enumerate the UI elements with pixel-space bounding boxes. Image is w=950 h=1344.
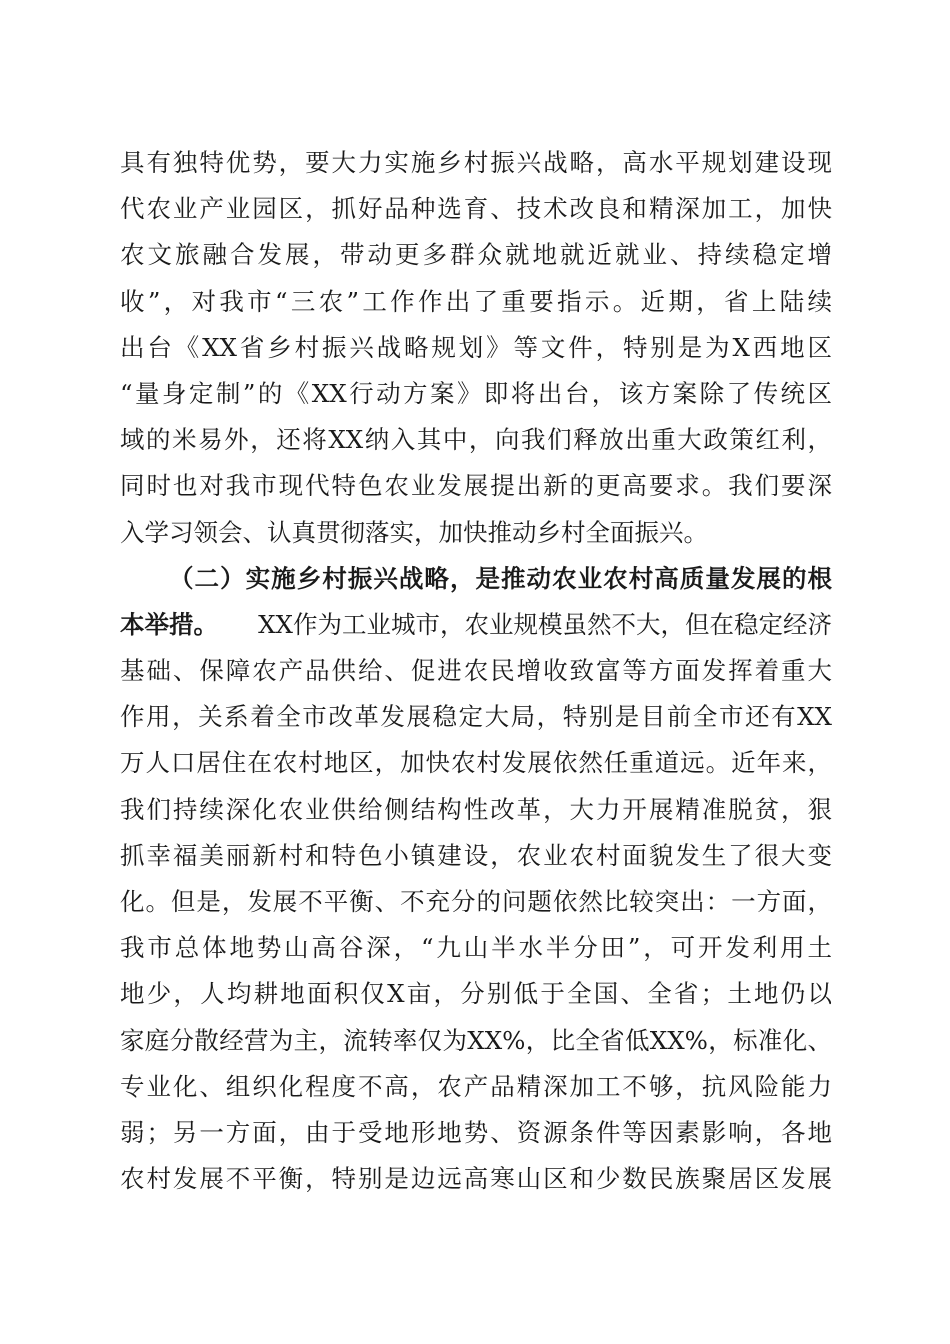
text-line: 域的米易外，还将XX纳入其中，向我们释放出重大政策红利， xyxy=(120,425,832,455)
text-line: 出台《XX省乡村振兴战略规划》等文件，特别是为X西地区 xyxy=(120,332,832,362)
document-body xyxy=(120,140,832,1202)
text-line: 代农业产业园区，抓好品种选育、技术改良和精深加工，加快 xyxy=(120,194,832,224)
text-line: 弱；另一方面，由于受地形地势、资源条件等因素影响，各地 xyxy=(120,1117,832,1147)
text-line: 同时也对我市现代特色农业发展提出新的更高要求。我们要深 xyxy=(120,471,832,501)
text-line: “量身定制”的《XX行动方案》即将出台，该方案除了传统区 xyxy=(120,378,832,408)
text-line: 万人口居住在农村地区，加快农村发展依然任重道远。近年来， xyxy=(120,748,832,778)
text-line: 收”，对我市“三农”工作作出了重要指示。近期，省上陆续 xyxy=(120,286,832,316)
text-line: 地少，人均耕地面积仅X亩，分别低于全国、全省；土地仍以 xyxy=(120,979,832,1009)
section-heading-end: 本举措。 xyxy=(120,609,218,639)
text-line: 入学习领会、认真贯彻落实，加快推动乡村全面振兴。 xyxy=(120,517,708,547)
text-line: 家庭分散经营为主，流转率仅为XX%，比全省低XX%，标准化、 xyxy=(120,1025,832,1055)
text-line: 我们持续深化农业供给侧结构性改革，大力开展精准脱贫，狠 xyxy=(120,794,832,824)
text-line xyxy=(120,602,832,648)
text-line: 我市总体地势山高谷深，“九山半水半分田”，可开发利用土 xyxy=(120,933,832,963)
paragraph-1 xyxy=(120,140,832,556)
text-line: 具有独特优势，要大力实施乡村振兴战略，高水平规划建设现 xyxy=(120,148,832,177)
section-heading: （二）实施乡村振兴战略，是推动农业农村高质量发展的根 xyxy=(169,563,832,593)
text-line: 作用，关系着全市改革发展稳定大局，特别是目前全市还有XX xyxy=(120,702,832,732)
text-line: 抓幸福美丽新村和特色小镇建设，农业农村面貌发生了很大变 xyxy=(120,840,832,870)
text-line: 农村发展不平衡，特别是边远高寒山区和少数民族聚居区发展 xyxy=(120,1164,832,1194)
text-span: XX作为工业城市，农业规模虽然不大，但在稳定经济 xyxy=(258,609,832,639)
text-line: 基础、保障农产品供给、促进农民增收致富等方面发挥着重大 xyxy=(120,656,832,686)
text-line: 化。但是，发展不平衡、不充分的问题依然比较突出：一方面， xyxy=(120,887,832,916)
paragraph-2 xyxy=(120,556,832,1203)
text-line: 农文旅融合发展，带动更多群众就地就近就业、持续稳定增 xyxy=(120,240,832,270)
text-line: 专业化、组织化程度不高，农产品精深加工不够，抗风险能力 xyxy=(120,1071,832,1101)
